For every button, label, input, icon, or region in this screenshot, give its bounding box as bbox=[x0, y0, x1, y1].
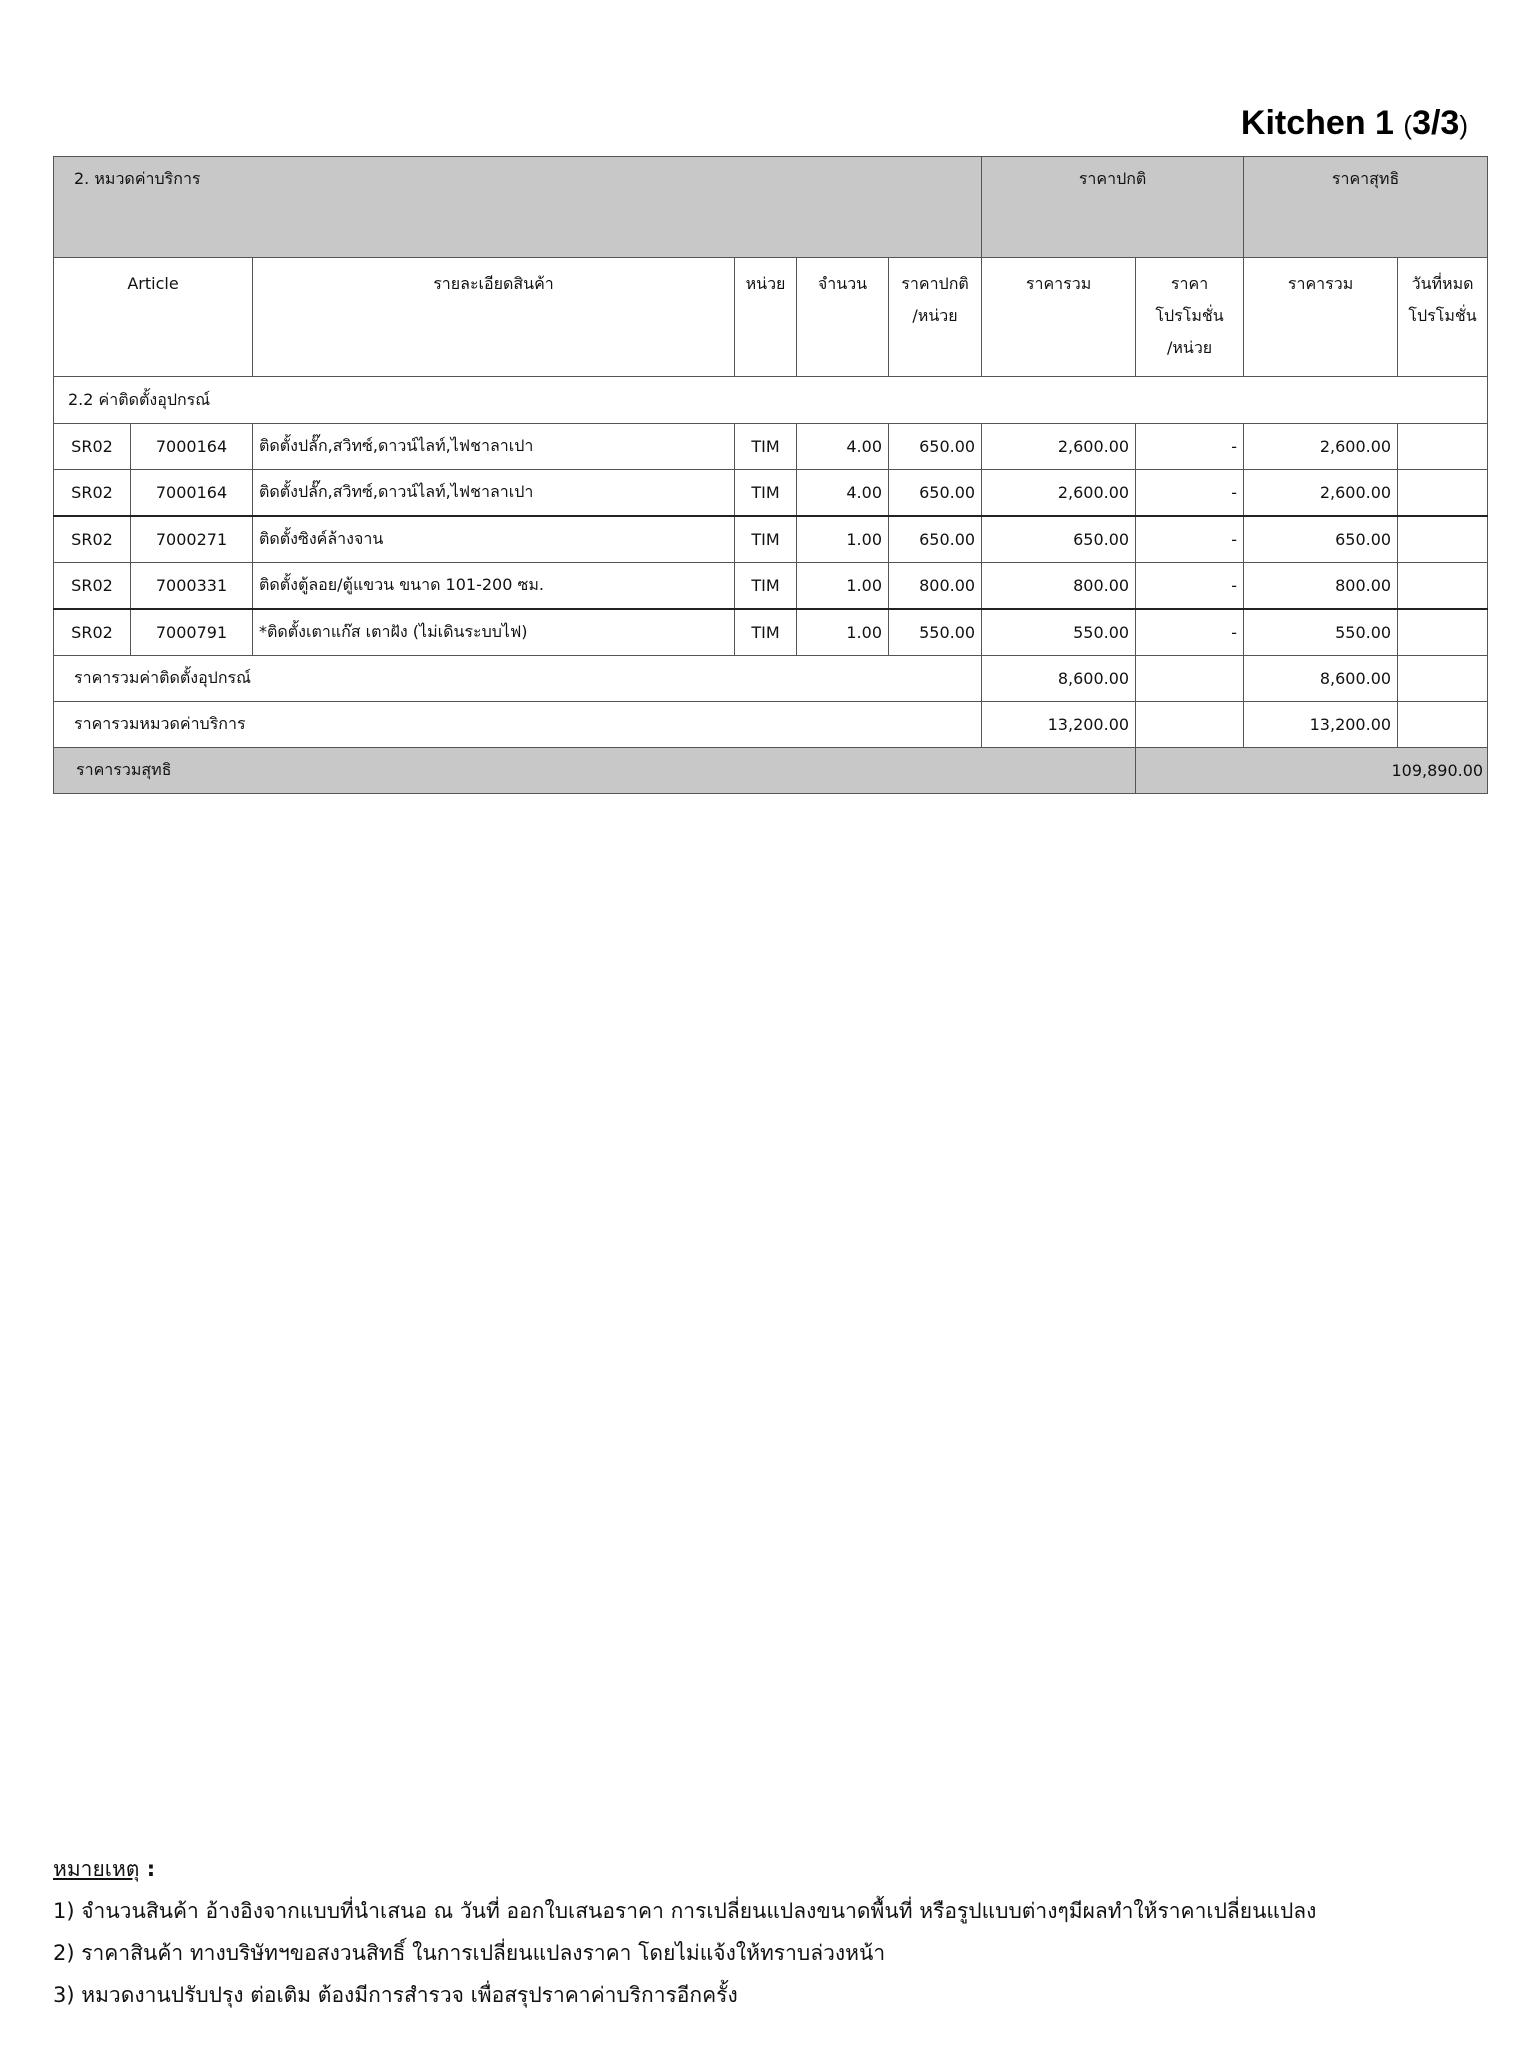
cell-qty: 1.00 bbox=[797, 563, 889, 610]
cell-total: 550.00 bbox=[982, 609, 1136, 656]
header-promo-line1: ราคา bbox=[1170, 274, 1209, 293]
category-total-end-blank bbox=[1398, 702, 1488, 748]
header-unit: หน่วย bbox=[735, 258, 797, 377]
column-header-row bbox=[54, 258, 1488, 377]
cell-unit: TIM bbox=[735, 563, 797, 610]
page-title-close-paren: ) bbox=[1459, 110, 1468, 140]
cell-net: 800.00 bbox=[1244, 563, 1398, 610]
cell-total: 2,600.00 bbox=[982, 470, 1136, 517]
cell-qty: 4.00 bbox=[797, 470, 889, 517]
subtotal-blank bbox=[1136, 656, 1244, 702]
remarks-colon: : bbox=[139, 1857, 156, 1881]
cell-promo-end bbox=[1398, 470, 1488, 517]
remark-item: 2) ราคาสินค้า ทางบริษัทฯขอสงวนสิทธิ์ ในการเปลี่ยนแปลงราคา โดยไม่แจ้งให้ทราบล่วงหน้า bbox=[53, 1941, 886, 1965]
remarks-heading bbox=[53, 1848, 1316, 1890]
header-regular-price-line2: /หน่วย bbox=[912, 306, 958, 325]
remarks-heading-text: หมายเหตุ bbox=[53, 1857, 140, 1881]
category-total-label: ราคารวมหมวดค่าบริการ bbox=[54, 702, 982, 748]
page-title-text: Kitchen 1 bbox=[1240, 104, 1404, 142]
cell-unit: TIM bbox=[735, 609, 797, 656]
subtotal-end-blank bbox=[1398, 656, 1488, 702]
page-number: 3/3 bbox=[1412, 104, 1460, 142]
category-label: 2. หมวดค่าบริการ bbox=[54, 157, 982, 258]
category-total-blank bbox=[1136, 702, 1244, 748]
cell-unit: TIM bbox=[735, 424, 797, 470]
quotation-table bbox=[53, 156, 1488, 794]
table-row bbox=[54, 609, 1488, 656]
subtotal-label: ราคารวมค่าติดตั้งอุปกรณ์ bbox=[54, 656, 982, 702]
cell-net: 2,600.00 bbox=[1244, 424, 1398, 470]
cell-article: 7000271 bbox=[131, 516, 253, 563]
cell-promo: - bbox=[1136, 470, 1244, 517]
cell-promo: - bbox=[1136, 424, 1244, 470]
group-regular-price: ราคาปกติ bbox=[982, 157, 1244, 258]
header-promo-line3: /หน่วย bbox=[1166, 338, 1213, 357]
header-qty: จำนวน bbox=[797, 258, 889, 377]
category-total-regular: 13,200.00 bbox=[982, 702, 1136, 748]
cell-qty: 1.00 bbox=[797, 609, 889, 656]
header-end-line1: วันที่หมด bbox=[1411, 274, 1474, 293]
header-promo-end bbox=[1398, 258, 1488, 377]
header-regular-total: ราคารวม bbox=[982, 258, 1136, 377]
header-promo-line2: โปรโมชั่น bbox=[1155, 306, 1224, 325]
remark-item: 3) หมวดงานปรับปรุง ต่อเติม ต้องมีการสำรวจ เพื่อสรุปราคาค่าบริการอีกครั้ง bbox=[53, 1983, 738, 2007]
header-net-total: ราคารวม bbox=[1244, 258, 1398, 377]
category-total-net: 13,200.00 bbox=[1244, 702, 1398, 748]
cell-code: SR02 bbox=[54, 470, 131, 517]
cell-unit: TIM bbox=[735, 516, 797, 563]
cell-code: SR02 bbox=[54, 563, 131, 610]
cell-promo: - bbox=[1136, 563, 1244, 610]
cell-promo-end bbox=[1398, 563, 1488, 610]
header-regular-price-line1: ราคาปกติ bbox=[901, 274, 969, 293]
remark-item: 1) จำนวนสินค้า อ้างอิงจากแบบที่นำเสนอ ณ วันที่ ออกใบเสนอราคา การเปลี่ยนแปลงขนาดพื้นที่ หรือรูปแบบต่างๆมีผลทำให้ราคาเปลี่ยนแปลง bbox=[53, 1899, 1317, 1923]
cell-code: SR02 bbox=[54, 516, 131, 563]
cell-promo-end bbox=[1398, 424, 1488, 470]
cell-net: 550.00 bbox=[1244, 609, 1398, 656]
cell-article: 7000164 bbox=[131, 424, 253, 470]
table-row bbox=[54, 516, 1488, 563]
cell-net: 650.00 bbox=[1244, 516, 1398, 563]
cell-total: 2,600.00 bbox=[982, 424, 1136, 470]
cell-article: 7000164 bbox=[131, 470, 253, 517]
cell-price: 550.00 bbox=[889, 609, 982, 656]
cell-unit: TIM bbox=[735, 470, 797, 517]
header-promo-price bbox=[1136, 258, 1244, 377]
cell-description: *ติดตั้งเตาแก๊ส เตาฝัง (ไม่เดินระบบไฟ) bbox=[253, 609, 735, 656]
cell-code: SR02 bbox=[54, 609, 131, 656]
subsection-row bbox=[54, 377, 1488, 424]
cell-promo-end bbox=[1398, 516, 1488, 563]
cell-code: SR02 bbox=[54, 424, 131, 470]
subtotal-row bbox=[54, 656, 1488, 702]
cell-price: 650.00 bbox=[889, 516, 982, 563]
remarks-section bbox=[53, 1848, 1316, 2016]
cell-price: 650.00 bbox=[889, 470, 982, 517]
cell-description: ติดตั้งปลั๊ก,สวิทซ์,ดาวน์ไลท์,ไฟชาลาเปา bbox=[253, 470, 735, 517]
header-end-line2: โปรโมชั่น bbox=[1408, 306, 1477, 325]
header-description: รายละเอียดสินค้า bbox=[253, 258, 735, 377]
category-total-row bbox=[54, 702, 1488, 748]
header-article: Article bbox=[54, 258, 253, 377]
cell-description: ติดตั้งตู้ลอย/ตู้แขวน ขนาด 101-200 ซม. bbox=[253, 563, 735, 610]
header-regular-price bbox=[889, 258, 982, 377]
subtotal-regular: 8,600.00 bbox=[982, 656, 1136, 702]
table-row bbox=[54, 563, 1488, 610]
cell-total: 800.00 bbox=[982, 563, 1136, 610]
subsection-label: 2.2 ค่าติดตั้งอุปกรณ์ bbox=[54, 377, 1488, 424]
cell-price: 800.00 bbox=[889, 563, 982, 610]
grand-total-value: 109,890.00 bbox=[1136, 748, 1488, 794]
cell-price: 650.00 bbox=[889, 424, 982, 470]
cell-promo: - bbox=[1136, 609, 1244, 656]
cell-article: 7000791 bbox=[131, 609, 253, 656]
category-header-row bbox=[54, 157, 1488, 258]
page-title-open-paren: ( bbox=[1403, 110, 1413, 140]
table-row bbox=[54, 470, 1488, 517]
table-row bbox=[54, 424, 1488, 470]
cell-total: 650.00 bbox=[982, 516, 1136, 563]
cell-description: ติดตั้งซิงค์ล้างจาน bbox=[253, 516, 735, 563]
grand-total-row bbox=[54, 748, 1488, 794]
cell-net: 2,600.00 bbox=[1244, 470, 1398, 517]
cell-qty: 4.00 bbox=[797, 424, 889, 470]
subtotal-net: 8,600.00 bbox=[1244, 656, 1398, 702]
cell-promo: - bbox=[1136, 516, 1244, 563]
group-net-price: ราคาสุทธิ bbox=[1244, 157, 1488, 258]
cell-description: ติดตั้งปลั๊ก,สวิทซ์,ดาวน์ไลท์,ไฟชาลาเปา bbox=[253, 424, 735, 470]
page-title bbox=[1241, 104, 1468, 143]
cell-article: 7000331 bbox=[131, 563, 253, 610]
cell-qty: 1.00 bbox=[797, 516, 889, 563]
cell-promo-end bbox=[1398, 609, 1488, 656]
grand-total-label: ราคารวมสุทธิ bbox=[54, 748, 1136, 794]
